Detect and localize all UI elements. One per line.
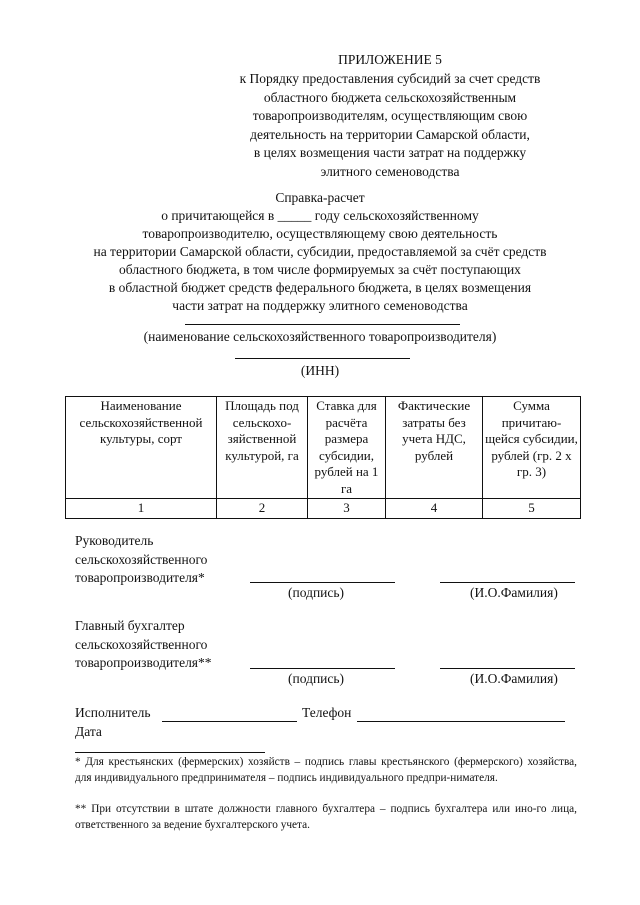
director-signature-field[interactable]: [250, 582, 395, 583]
signature-caption: (подпись): [288, 671, 345, 686]
footnote-2: ** При отсутствии в штате должности главного бухгалтера – подпись бухгалтера или ино-го лица, ответственного за ведение бухгалтерского учета.: [75, 803, 577, 831]
heading-text: [20, 207, 620, 315]
table-cell: 4: [386, 499, 483, 519]
phone-label: Телефон: [302, 705, 352, 720]
heading-line: товаропроизводителю, осуществляющему свою деятельность: [142, 226, 498, 241]
heading-title: Справка-расчет: [275, 190, 365, 205]
label-line: Руководитель: [75, 533, 154, 548]
appendix-line: областного бюджета сельскохозяйственным: [263, 89, 517, 105]
table-cell: 2: [217, 499, 308, 519]
inn-caption: (ИНН): [300, 363, 340, 378]
director-label: [75, 532, 207, 588]
accountant-label: [75, 617, 212, 673]
accountant-name-field[interactable]: [440, 668, 575, 669]
heading-line: областного бюджета, в том числе формируемых за счёт поступающих: [119, 262, 521, 277]
table-cell: 1: [66, 499, 217, 519]
producer-caption: (наименование сельскохозяйственного товаропроизводителя): [143, 329, 497, 344]
director-name-field[interactable]: [440, 582, 575, 583]
table-header: Площадь под сельскохо-зяйственной культурой, га: [217, 397, 308, 499]
label-line: товаропроизводителя**: [75, 655, 212, 670]
footnote-divider: [75, 752, 265, 753]
table-header: Фактические затраты без учета НДС, рублей: [386, 397, 483, 499]
table-header: Наименование сельскохозяйственной культуры, сорт: [66, 397, 217, 499]
appendix-line: деятельность на территории Самарской области,: [250, 126, 530, 142]
phone-field[interactable]: [357, 721, 565, 722]
signature-caption: (подпись): [288, 585, 345, 600]
table-header: Сумма причитаю-щейся субсидии, рублей (гр. 2 х гр. 3): [483, 397, 581, 499]
table-header: Ставка для расчёта размера субсидии, рублей на 1 га: [308, 397, 386, 499]
table-header-row: [66, 397, 581, 499]
label-line: товаропроизводителя*: [75, 570, 205, 585]
date-label: Дата: [75, 724, 102, 739]
footnote-1: * Для крестьянских (фермерских) хозяйств – подпись главы крестьянского (фермерского) хозяйства, для индивидуального предпринимателя – подпись индивидуального предпри-нимателя.: [75, 756, 577, 784]
producer-name-field[interactable]: [185, 324, 460, 325]
appendix-line: в целях возмещения части затрат на поддержку: [253, 145, 527, 160]
table-number-row: [66, 499, 581, 519]
inn-field[interactable]: [235, 358, 410, 359]
executor-field[interactable]: [162, 721, 297, 722]
heading-line: на территории Самарской области, субсидии, предоставляемой за счёт средств: [93, 244, 547, 259]
name-caption: (И.О.Фамилия): [470, 585, 558, 600]
accountant-signature-field[interactable]: [250, 668, 395, 669]
table-cell: 5: [483, 499, 581, 519]
appendix-line: элитного семеноводства: [320, 163, 460, 179]
appendix-line: товаропроизводителям, осуществляющим свою: [252, 108, 528, 123]
appendix-title: ПРИЛОЖЕНИЕ 5: [338, 52, 442, 67]
heading-line: о причитающейся в _____ году сельскохозяйственному: [161, 208, 479, 223]
table-cell: 3: [308, 499, 386, 519]
executor-label: Исполнитель: [75, 705, 151, 720]
appendix-line: к Порядку предоставления субсидий за счет средств: [239, 71, 541, 86]
appendix-text: [200, 70, 580, 181]
label-line: сельскохозяйственного: [75, 551, 208, 567]
heading-line: части затрат на поддержку элитного семеноводства: [172, 298, 468, 313]
heading-line: в областной бюджет средств федерального бюджета, в целях возмещения: [108, 280, 532, 295]
name-caption: (И.О.Фамилия): [470, 671, 558, 686]
calculation-table: [65, 396, 581, 519]
label-line: Главный бухгалтер: [75, 618, 185, 633]
label-line: сельскохозяйственного: [75, 636, 208, 652]
